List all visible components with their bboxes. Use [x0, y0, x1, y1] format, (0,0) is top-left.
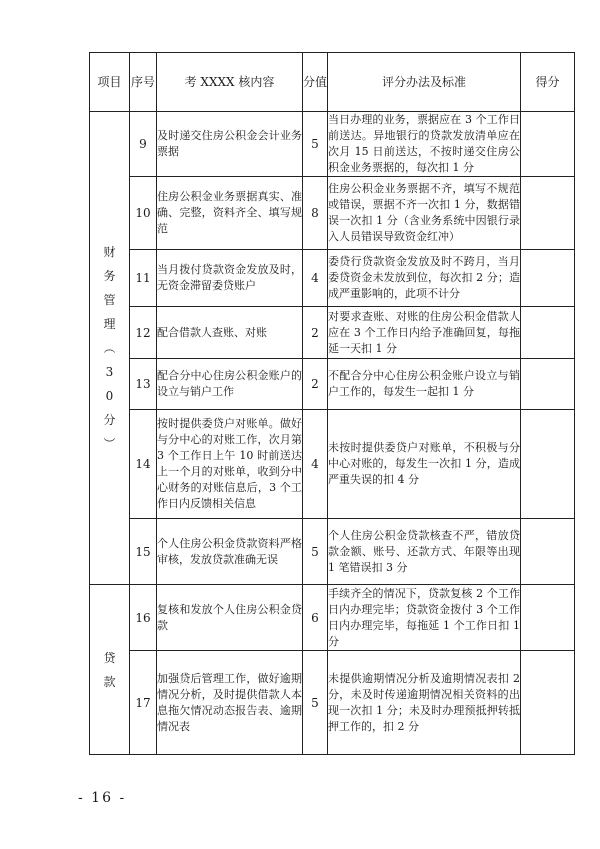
row-method: 委贷行贷款资金发放及时不跨月，当月委贷资金未发放到位，每次扣 2 分；造成严重影响的，此项不计分 [328, 250, 521, 307]
table-row [90, 585, 575, 651]
row-got-cell[interactable] [521, 410, 575, 519]
row-score: 4 [303, 250, 328, 307]
category-char: 分 [103, 413, 116, 427]
row-score: 5 [303, 519, 328, 585]
row-content: 配合分中心住房公积金账户的设立与销户工作 [157, 359, 303, 410]
row-no: 11 [130, 250, 157, 307]
row-no: 16 [130, 585, 157, 651]
row-got-cell[interactable] [521, 585, 575, 651]
row-got-cell[interactable] [521, 651, 575, 755]
header-method: 评分办法及标准 [328, 53, 521, 112]
row-score: 5 [303, 112, 328, 177]
header-no: 序号 [130, 53, 157, 112]
assessment-table [89, 52, 575, 755]
row-content: 当月拨付贷款资金发放及时，无资金滞留委贷账户 [157, 250, 303, 307]
row-no: 14 [130, 410, 157, 519]
row-score: 8 [303, 177, 328, 250]
table-row [90, 177, 575, 250]
row-got-cell[interactable] [521, 177, 575, 250]
category-char: 0 [105, 389, 114, 403]
row-score: 6 [303, 585, 328, 651]
page-number: - 16 - [78, 790, 127, 806]
row-content: 加强贷后管理工作，做好逾期情况分析，及时提供借款人本息拖欠情况动态报告表、逾期情况表 [157, 651, 303, 755]
row-score: 5 [303, 651, 328, 755]
row-no: 17 [130, 651, 157, 755]
row-got-cell[interactable] [521, 307, 575, 359]
row-method: 住房公积金业务票据不齐，填写不规范或错误，票据不齐一次扣 1 分，数据错误一次扣 1 分（含业务系统中因银行录入人员错误导致资金红冲） [328, 177, 521, 250]
category-char: 务 [103, 269, 116, 283]
category-char: 3 [105, 365, 114, 379]
category-char: ︵ [103, 341, 116, 355]
row-score: 2 [303, 307, 328, 359]
table-row [90, 112, 575, 177]
row-method: 手续齐全的情况下，贷款复核 2 个工作日内办理完毕；贷款资金拨付 3 个工作日内办理完毕，每拖延 1 个工作日扣 1 分 [328, 585, 521, 651]
row-content: 住房公积金业务票据真实、准确、完整，资料齐全、填写规范 [157, 177, 303, 250]
row-content: 配合借款人查账、对账 [157, 307, 303, 359]
table-row [90, 307, 575, 359]
row-content: 按时提供委贷户对账单。做好与分中心的对账工作，次月第 3 个工作日上午 10 时前送达上一个月的对账单，收到分中心财务的对账信息后，3 个工作日内反馈相关信息 [157, 410, 303, 519]
category-loan [90, 585, 130, 755]
header-content: 考 XXXX 核内容 [157, 53, 303, 112]
table-row [90, 519, 575, 585]
row-content: 复核和发放个人住房公积金贷款 [157, 585, 303, 651]
row-no: 13 [130, 359, 157, 410]
row-content: 及时递交住房公积金会计业务票据 [157, 112, 303, 177]
row-method: 未按时提供委贷户对账单，不积极与分中心对账的，每发生一次扣 1 分，造成严重失误的扣 4 分 [328, 410, 521, 519]
row-method: 不配合分中心住房公积金账户设立与销户工作的，每发生一起扣 1 分 [328, 359, 521, 410]
header-got: 得分 [521, 53, 575, 112]
row-score: 4 [303, 410, 328, 519]
row-got-cell[interactable] [521, 112, 575, 177]
category-finance [90, 112, 130, 585]
category-label [103, 646, 115, 694]
category-char: 贷 [103, 650, 116, 665]
row-no: 12 [130, 307, 157, 359]
row-no: 10 [130, 177, 157, 250]
category-char: 财 [103, 245, 116, 259]
table-row [90, 410, 575, 519]
row-method: 未提供逾期情况分析及逾期情况表扣 2 分，未及时传递逾期情况相关资料的出现一次扣 1 分；未及时办理预抵押转抵押工作的，扣 2 分 [328, 651, 521, 755]
row-got-cell[interactable] [521, 250, 575, 307]
table-row [90, 651, 575, 755]
row-got-cell[interactable] [521, 519, 575, 585]
table-row [90, 250, 575, 307]
header-score: 分值 [303, 53, 328, 112]
row-no: 9 [130, 112, 157, 177]
row-method: 对要求查账、对账的住房公积金借款人应在 3 个工作日内给予准确回复，每拖延一天扣 1 分 [328, 307, 521, 359]
category-char: ︶ [103, 437, 116, 451]
row-method: 当日办理的业务，票据应在 3 个工作日前送达。异地银行的贷款发放清单应在次月 15 日前送达，不按时递交住房公积金业务票据的，每次扣 1 分 [328, 112, 521, 177]
row-score: 2 [303, 359, 328, 410]
row-no: 15 [130, 519, 157, 585]
header-item: 项目 [90, 53, 130, 112]
header-row [90, 53, 575, 112]
category-char: 管 [103, 293, 116, 307]
category-char: 款 [103, 674, 116, 689]
table-row [90, 359, 575, 410]
row-content: 个人住房公积金贷款资料严格审核，发放贷款准确无误 [157, 519, 303, 585]
row-got-cell[interactable] [521, 359, 575, 410]
category-char: 理 [103, 317, 116, 331]
row-method: 个人住房公积金贷款核查不严，错放贷款金额、账号、还款方式、年限等出现 1 笔错误扣 3 分 [328, 519, 521, 585]
category-label [103, 240, 115, 456]
